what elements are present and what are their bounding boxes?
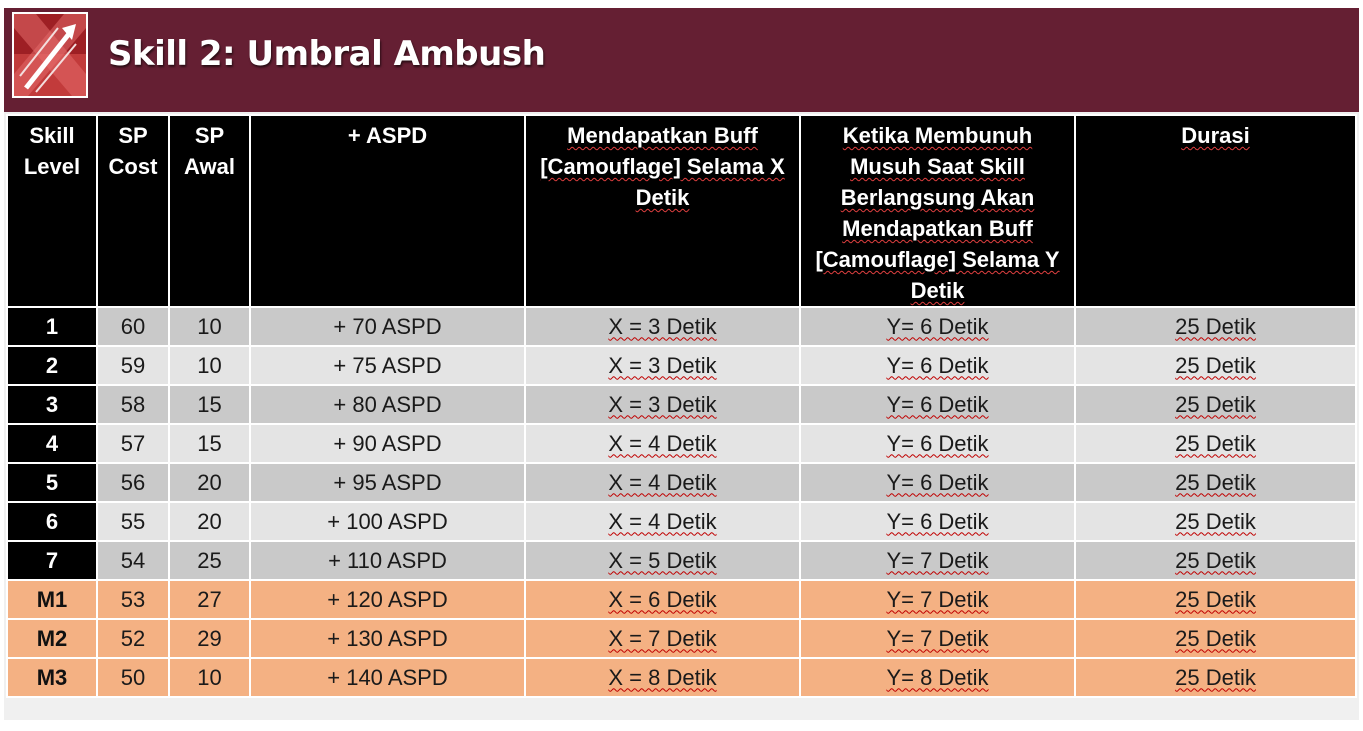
cell-sp-awal: 27 [169,580,250,619]
cell-aspd: + 90 ASPD [250,424,525,463]
cell-buff-y: Y= 6 Detik [800,385,1075,424]
table-row [7,424,1356,463]
table-row [7,346,1356,385]
table-row [7,385,1356,424]
cell-level: M3 [7,658,97,697]
cell-sp-awal: 15 [169,385,250,424]
cell-buff-x: X = 3 Detik [525,307,800,346]
table-row-mastery [7,580,1356,619]
cell-level: 6 [7,502,97,541]
cell-buff-x: X = 4 Detik [525,502,800,541]
cell-sp-awal: 10 [169,307,250,346]
cell-buff-y: Y= 6 Detik [800,463,1075,502]
cell-durasi: 25 Detik [1075,307,1356,346]
cell-level: 5 [7,463,97,502]
header-durasi: Durasi [1075,115,1356,307]
cell-buff-y: Y= 6 Detik [800,307,1075,346]
header-sp-cost: SP Cost [97,115,169,307]
cell-level: 2 [7,346,97,385]
cell-buff-y: Y= 8 Detik [800,658,1075,697]
skill-arrow-icon [12,12,88,98]
cell-buff-x: X = 7 Detik [525,619,800,658]
cell-level: M2 [7,619,97,658]
cell-sp-cost: 60 [97,307,169,346]
cell-sp-cost: 57 [97,424,169,463]
skill-title: Skill 2: Umbral Ambush [108,34,546,74]
header-skill-level: Skill Level [7,115,97,307]
header-buff-y: Ketika Membunuh Musuh Saat Skill Berlangsung Akan Mendapatkan Buff [Camouflage] Selama Y Detik [800,115,1075,307]
cell-durasi: 25 Detik [1075,346,1356,385]
cell-sp-cost: 59 [97,346,169,385]
skill-level-table [6,114,1357,698]
cell-aspd: + 110 ASPD [250,541,525,580]
cell-level: M1 [7,580,97,619]
cell-aspd: + 95 ASPD [250,463,525,502]
cell-buff-x: X = 4 Detik [525,424,800,463]
cell-durasi: 25 Detik [1075,619,1356,658]
table-row [7,307,1356,346]
cell-sp-cost: 55 [97,502,169,541]
cell-buff-x: X = 6 Detik [525,580,800,619]
cell-level: 3 [7,385,97,424]
cell-sp-cost: 53 [97,580,169,619]
cell-sp-awal: 15 [169,424,250,463]
cell-level: 7 [7,541,97,580]
cell-sp-awal: 10 [169,346,250,385]
cell-aspd: + 80 ASPD [250,385,525,424]
cell-buff-y: Y= 7 Detik [800,541,1075,580]
skill-card [4,8,1359,720]
cell-buff-y: Y= 7 Detik [800,580,1075,619]
cell-level: 1 [7,307,97,346]
cell-sp-awal: 29 [169,619,250,658]
cell-durasi: 25 Detik [1075,385,1356,424]
cell-aspd: + 75 ASPD [250,346,525,385]
table-row [7,463,1356,502]
cell-sp-cost: 58 [97,385,169,424]
cell-sp-cost: 56 [97,463,169,502]
cell-durasi: 25 Detik [1075,502,1356,541]
cell-buff-x: X = 3 Detik [525,346,800,385]
header-sp-awal: SP Awal [169,115,250,307]
cell-buff-y: Y= 6 Detik [800,502,1075,541]
cell-buff-y: Y= 6 Detik [800,424,1075,463]
cell-buff-y: Y= 6 Detik [800,346,1075,385]
cell-sp-awal: 20 [169,463,250,502]
title-banner [4,8,1359,112]
cell-aspd: + 130 ASPD [250,619,525,658]
cell-durasi: 25 Detik [1075,580,1356,619]
cell-buff-x: X = 5 Detik [525,541,800,580]
table-row-mastery [7,619,1356,658]
cell-sp-cost: 52 [97,619,169,658]
cell-buff-x: X = 3 Detik [525,385,800,424]
cell-sp-cost: 54 [97,541,169,580]
cell-aspd: + 120 ASPD [250,580,525,619]
table-row-mastery [7,658,1356,697]
cell-durasi: 25 Detik [1075,541,1356,580]
cell-aspd: + 70 ASPD [250,307,525,346]
header-aspd: + ASPD [250,115,525,307]
header-buff-x: Mendapatkan Buff [Camouflage] Selama X Detik [525,115,800,307]
cell-durasi: 25 Detik [1075,463,1356,502]
cell-buff-y: Y= 7 Detik [800,619,1075,658]
cell-aspd: + 140 ASPD [250,658,525,697]
cell-durasi: 25 Detik [1075,658,1356,697]
cell-buff-x: X = 4 Detik [525,463,800,502]
table-row [7,541,1356,580]
cell-durasi: 25 Detik [1075,424,1356,463]
cell-level: 4 [7,424,97,463]
cell-sp-awal: 20 [169,502,250,541]
table-header-row [7,115,1356,307]
cell-aspd: + 100 ASPD [250,502,525,541]
table-row [7,502,1356,541]
cell-sp-cost: 50 [97,658,169,697]
cell-sp-awal: 10 [169,658,250,697]
cell-sp-awal: 25 [169,541,250,580]
cell-buff-x: X = 8 Detik [525,658,800,697]
